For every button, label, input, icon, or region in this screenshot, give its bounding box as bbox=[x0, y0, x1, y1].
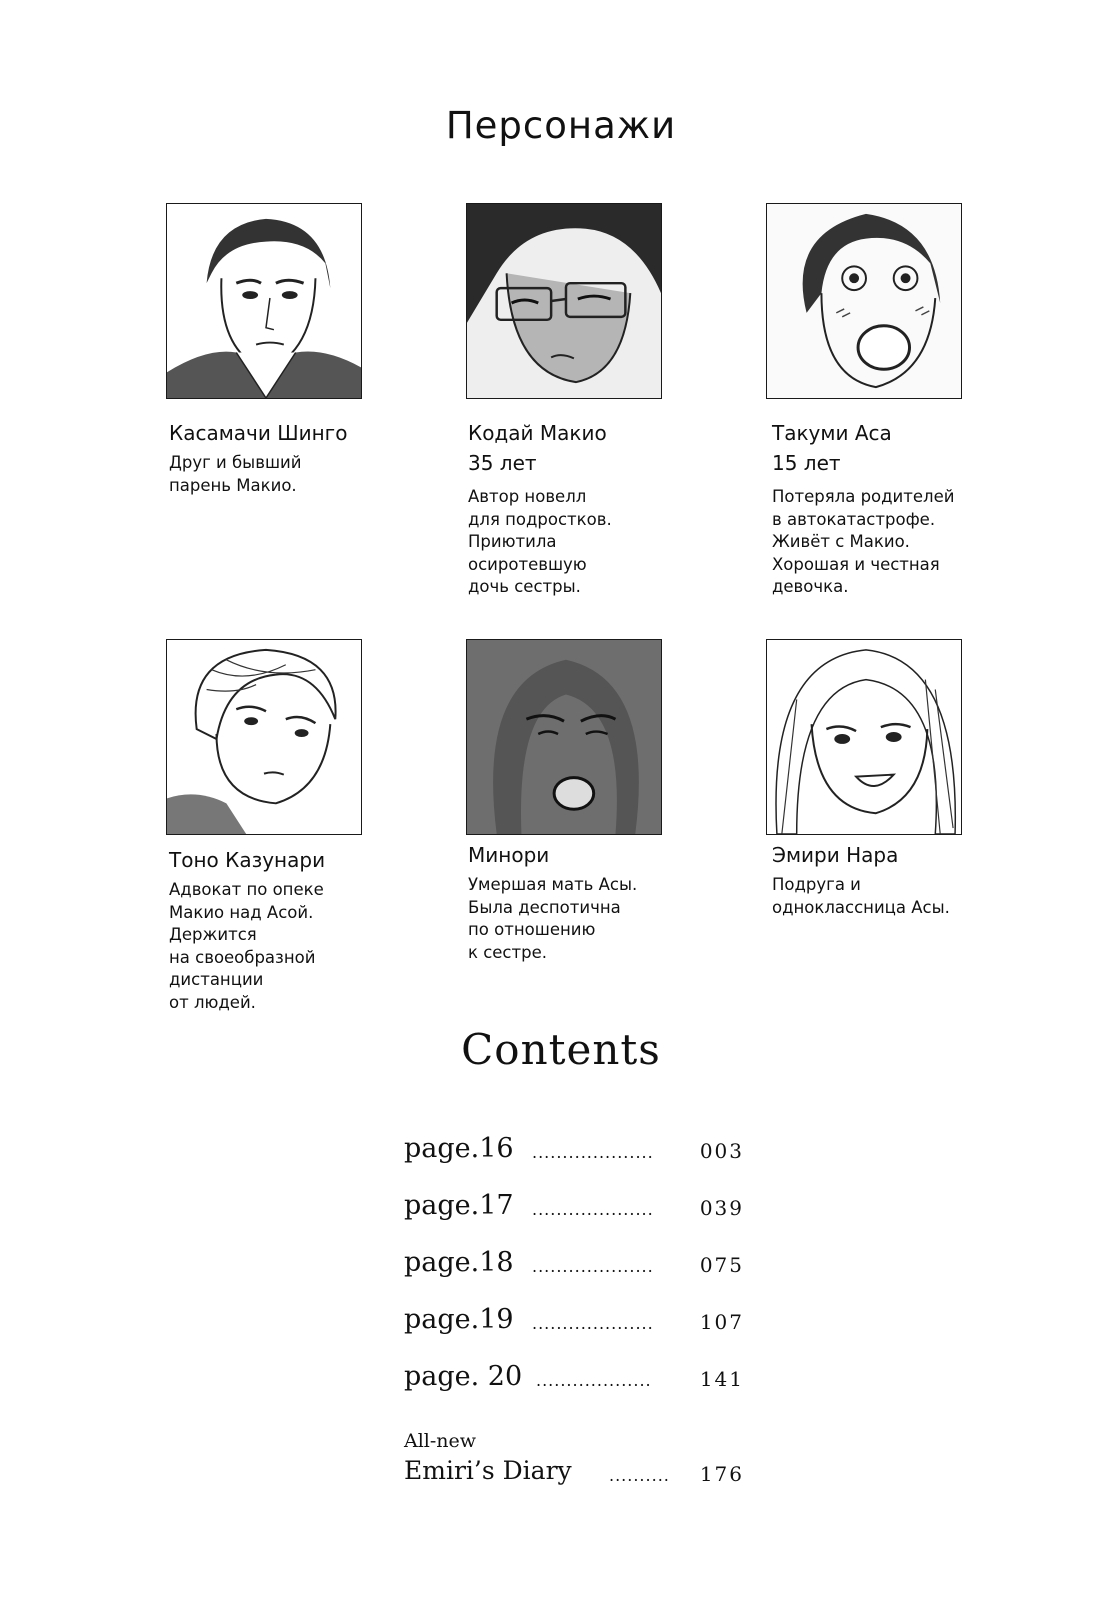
portrait-kasamachi bbox=[166, 203, 362, 399]
toc-leader: .................... bbox=[532, 1200, 654, 1219]
portrait-man-suit-icon bbox=[167, 204, 361, 398]
toc-page-number: 075 bbox=[699, 1253, 744, 1277]
portrait-minori bbox=[466, 639, 662, 835]
contents-title: Contents bbox=[461, 1025, 661, 1074]
toc-leader: .................... bbox=[532, 1257, 654, 1276]
portrait-girl-smiling-icon bbox=[767, 640, 961, 834]
toc-label: page.16 bbox=[404, 1133, 514, 1164]
character-age: 35 лет bbox=[468, 451, 537, 475]
toc-entry bbox=[404, 1190, 744, 1230]
character-description: Умершая мать Асы. Была деспотична по отношению к сестре. bbox=[468, 875, 638, 962]
toc-page-number: 039 bbox=[699, 1196, 744, 1220]
toc-entry bbox=[404, 1247, 744, 1287]
character-name: Кодай Макио bbox=[468, 421, 607, 445]
toc-leader: .................... bbox=[532, 1143, 654, 1162]
toc-entry bbox=[404, 1361, 744, 1401]
character-description: Друг и бывший парень Макио. bbox=[169, 453, 302, 495]
character-description: Автор новелл для подростков. Приютила осиротевшую дочь сестры. bbox=[468, 487, 612, 596]
toc-page-number: 176 bbox=[699, 1462, 744, 1486]
toc-page-number: 107 bbox=[699, 1310, 744, 1334]
portrait-asa bbox=[766, 203, 962, 399]
character-description: Подруга и одноклассница Асы. bbox=[772, 875, 950, 917]
character-name: Минори bbox=[468, 843, 550, 867]
character-description: Потеряла родителей в автокатастрофе. Живёт с Макио. Хорошая и честная девочка. bbox=[772, 487, 955, 596]
portrait-tono bbox=[166, 639, 362, 835]
character-name: Касамачи Шинго bbox=[169, 421, 348, 445]
portrait-emiri bbox=[766, 639, 962, 835]
portrait-woman-glasses-icon bbox=[467, 204, 661, 398]
toc-label: page.17 bbox=[404, 1190, 514, 1221]
toc-entry bbox=[404, 1133, 744, 1173]
toc-page-number: 003 bbox=[699, 1139, 744, 1163]
toc-leader: ................... bbox=[536, 1371, 652, 1390]
toc-leader: .................... bbox=[532, 1314, 654, 1333]
portrait-woman-shouting-icon bbox=[467, 640, 661, 834]
page-title: Персонажи bbox=[445, 104, 677, 147]
toc-page-number: 141 bbox=[699, 1367, 744, 1391]
character-name: Такуми Аса bbox=[772, 421, 892, 445]
portrait-makio bbox=[466, 203, 662, 399]
toc-label: page. 20 bbox=[404, 1361, 523, 1392]
toc-label: page.19 bbox=[404, 1304, 514, 1335]
toc-label: Emiri’s Diary bbox=[404, 1456, 572, 1485]
toc-leader: .......... bbox=[609, 1466, 670, 1485]
toc-extra-tagline: All-new bbox=[404, 1430, 477, 1452]
toc-entry-extra bbox=[404, 1456, 744, 1496]
character-description: Адвокат по опеке Макио над Асой. Держится на своеобразной дистанции от людей. bbox=[169, 880, 324, 1012]
character-name: Эмири Нара bbox=[772, 843, 899, 867]
portrait-man-lawyer-icon bbox=[167, 640, 361, 834]
toc-entry bbox=[404, 1304, 744, 1344]
character-name: Тоно Казунари bbox=[169, 848, 326, 872]
portrait-girl-surprised-icon bbox=[767, 204, 961, 398]
toc-label: page.18 bbox=[404, 1247, 514, 1278]
character-age: 15 лет bbox=[772, 451, 841, 475]
